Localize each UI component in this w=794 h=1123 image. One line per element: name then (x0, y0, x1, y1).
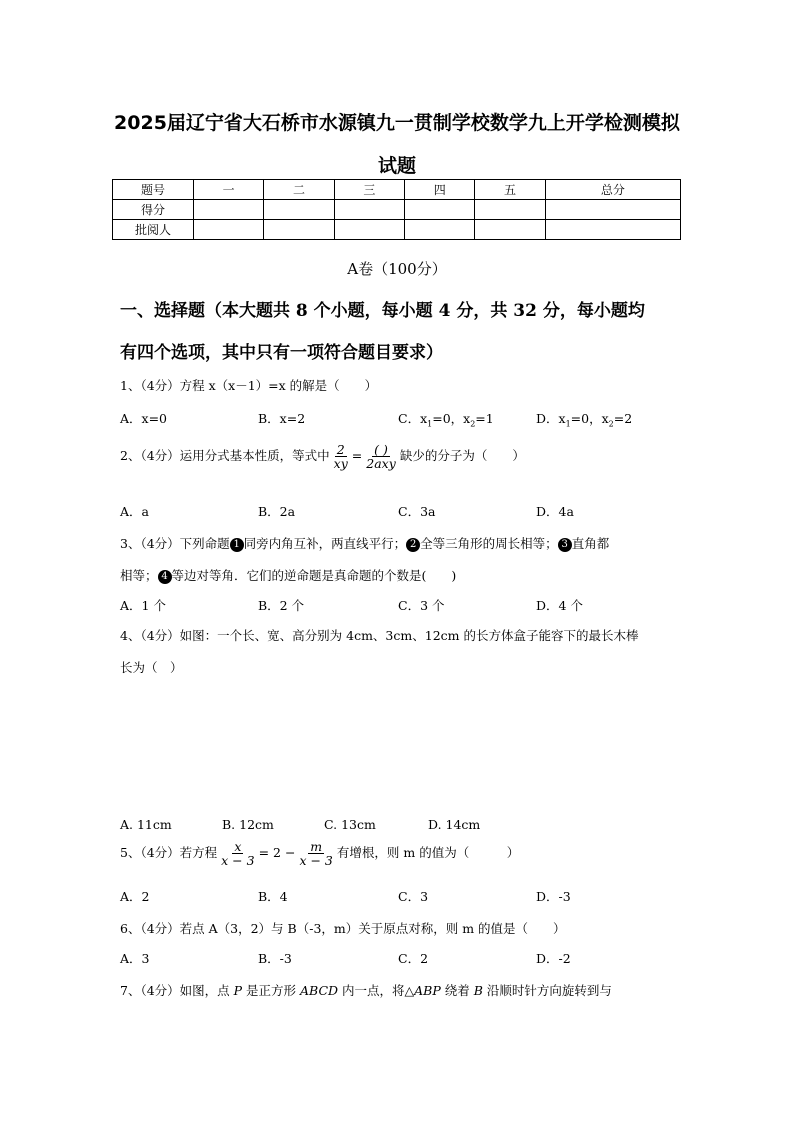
circled-number-icon: 3 (558, 538, 572, 552)
score-cell[interactable] (194, 200, 264, 220)
q2-f2-den: 2axy (366, 456, 396, 472)
q4-option-b[interactable]: B. 12cm (222, 817, 274, 832)
q7-pre: 7、（4分）如图，点 (120, 983, 234, 998)
q3-t3: 直角都 (571, 536, 610, 551)
q5-fraction-2 (297, 840, 334, 867)
section1-heading-line1: 一、选择题（本大题共 8 个小题，每小题 4 分，共 32 分，每小题均 (120, 301, 645, 321)
q5-option-d[interactable]: D．-3 (536, 889, 571, 904)
q7-mid1: 是正方形 (242, 983, 301, 998)
q1-option-b[interactable]: B．x=2 (258, 411, 306, 426)
document-title-line1: 2025届辽宁省大石桥市水源镇九一贯制学校数学九上开学检测模拟 (114, 112, 680, 134)
table-header-cell: 题号 (113, 180, 194, 200)
q3-option-b[interactable]: B．2 个 (258, 598, 305, 613)
grader-row (113, 220, 681, 240)
table-header-cell: 一 (194, 180, 264, 200)
question-3-line1 (120, 534, 609, 552)
q2-fraction-1 (332, 443, 350, 470)
section-a-heading: A卷（100分） (347, 260, 447, 278)
q7-triangle-abp: ABP (414, 983, 441, 998)
question-4-line2: 长为（ ） (120, 660, 183, 675)
q3-option-a[interactable]: A．1 个 (120, 598, 166, 613)
question-7-stem (120, 981, 612, 999)
q1-option-a[interactable]: A．x=0 (120, 411, 168, 426)
q7-square-abcd: ABCD (300, 983, 339, 998)
q7-post: 沿顺时针方向旋转到与 (482, 983, 612, 998)
score-table-header-row (113, 180, 681, 200)
q2-pre: 2、（4分）运用分式基本性质，等式中 (120, 448, 330, 464)
q6-option-c[interactable]: C．2 (398, 951, 429, 966)
q5-f2-num: m (310, 839, 323, 854)
q2-option-d[interactable]: D．4a (536, 504, 574, 519)
q1-c-post: =1 (475, 411, 494, 426)
q2-eq: = (351, 448, 363, 464)
q1-option-d[interactable] (536, 409, 632, 429)
q1-d-mid: =0，x (570, 411, 609, 426)
question-5-stem (120, 840, 519, 867)
q1-d-sub1: 1 (565, 419, 571, 429)
q1-d-post: =2 (613, 411, 633, 426)
q5-option-a[interactable]: A．2 (120, 889, 150, 904)
q4-option-c[interactable]: C. 13cm (324, 817, 376, 832)
document-title-line2: 试题 (377, 155, 416, 177)
grader-cell[interactable] (475, 220, 545, 240)
circled-number-icon: 1 (230, 538, 244, 552)
q5-mid: = 2 − (258, 845, 296, 861)
grader-cell[interactable] (194, 220, 264, 240)
q5-f2-den: x − 3 (299, 853, 333, 869)
score-cell[interactable] (334, 200, 404, 220)
q2-option-c[interactable]: C．3a (398, 504, 436, 519)
table-header-cell: 五 (475, 180, 545, 200)
q1-d-pre: D．x (536, 411, 566, 426)
q1-c-sub2: 2 (470, 419, 476, 429)
q2-f1-num: 2 (336, 442, 345, 457)
q7-mid2: 内一点，将△ (338, 983, 415, 998)
score-table (112, 179, 681, 240)
q3-t2: 全等三角形的周长相等； (420, 536, 558, 551)
score-cell[interactable] (405, 200, 475, 220)
question-3-line2 (120, 566, 456, 584)
table-header-cell: 三 (334, 180, 404, 200)
row-label-grader: 批阅人 (113, 220, 194, 240)
q2-option-a[interactable]: A．a (120, 504, 149, 519)
grader-cell[interactable] (334, 220, 404, 240)
score-row (113, 200, 681, 220)
q5-post: 有增根，则 m 的值为（ ） (336, 845, 520, 861)
section1-heading-line2: 有四个选项，其中只有一项符合题目要求） (120, 343, 443, 363)
q4-option-a[interactable]: A. 11cm (120, 817, 172, 832)
score-cell[interactable] (264, 200, 334, 220)
score-cell[interactable] (475, 200, 545, 220)
q7-mid3: 绕着 (440, 983, 474, 998)
q5-f1-den: x − 3 (221, 853, 255, 869)
q3-pre: 3、（4分）下列命题 (120, 536, 230, 551)
row-label-score: 得分 (113, 200, 194, 220)
q1-c-sub1: 1 (427, 419, 433, 429)
q3-t1: 同旁内角互补，两直线平行； (243, 536, 407, 551)
q6-option-a[interactable]: A．3 (120, 951, 150, 966)
question-6-stem: 6、（4分）若点 A（3，2）与 B（-3，m）关于原点对称，则 m 的值是（ ） (120, 921, 566, 936)
q6-option-b[interactable]: B．-3 (258, 951, 292, 966)
q5-pre: 5、（4分）若方程 (120, 845, 218, 861)
q3-line2-pre: 相等； (120, 568, 158, 583)
grader-cell[interactable] (545, 220, 680, 240)
q1-c-pre: C．x (398, 411, 428, 426)
table-header-cell: 四 (405, 180, 475, 200)
q2-f2-num: ( ) (374, 442, 388, 457)
q2-option-b[interactable]: B．2a (258, 504, 296, 519)
question-1-stem: 1、（4分）方程 x（x－1）=x 的解是（ ） (120, 378, 378, 393)
q1-c-mid: =0，x (432, 411, 471, 426)
grader-cell[interactable] (264, 220, 334, 240)
q1-option-c[interactable] (398, 409, 494, 429)
table-header-cell: 二 (264, 180, 334, 200)
q3-t4: 等边对等角．它们的逆命题是真命题的个数是( ) (171, 568, 457, 583)
q2-f1-den: xy (333, 456, 348, 472)
q6-option-d[interactable]: D．-2 (536, 951, 571, 966)
q5-option-b[interactable]: B．4 (258, 889, 288, 904)
circled-number-icon: 2 (406, 538, 420, 552)
grader-cell[interactable] (405, 220, 475, 240)
q5-f1-num: x (234, 839, 242, 854)
score-cell[interactable] (545, 200, 680, 220)
q7-point-p: P (233, 983, 243, 998)
q7-point-b: B (473, 983, 483, 998)
q3-option-d[interactable]: D．4 个 (536, 598, 583, 613)
question-2-stem (120, 443, 525, 470)
q2-fraction-2 (364, 443, 398, 470)
circled-number-icon: 4 (158, 570, 172, 584)
q4-option-d[interactable]: D. 14cm (428, 817, 481, 832)
q1-d-sub2: 2 (608, 419, 614, 429)
q5-option-c[interactable]: C．3 (398, 889, 429, 904)
q2-post: 缺少的分子为（ ） (399, 448, 525, 464)
q3-option-c[interactable]: C．3 个 (398, 598, 445, 613)
q5-fraction-1 (219, 840, 256, 867)
question-4-line1: 4、（4分）如图：一个长、宽、高分别为 4cm、3cm、12cm 的长方体盒子能容下的最长木棒 (120, 628, 639, 643)
table-header-cell: 总分 (545, 180, 680, 200)
